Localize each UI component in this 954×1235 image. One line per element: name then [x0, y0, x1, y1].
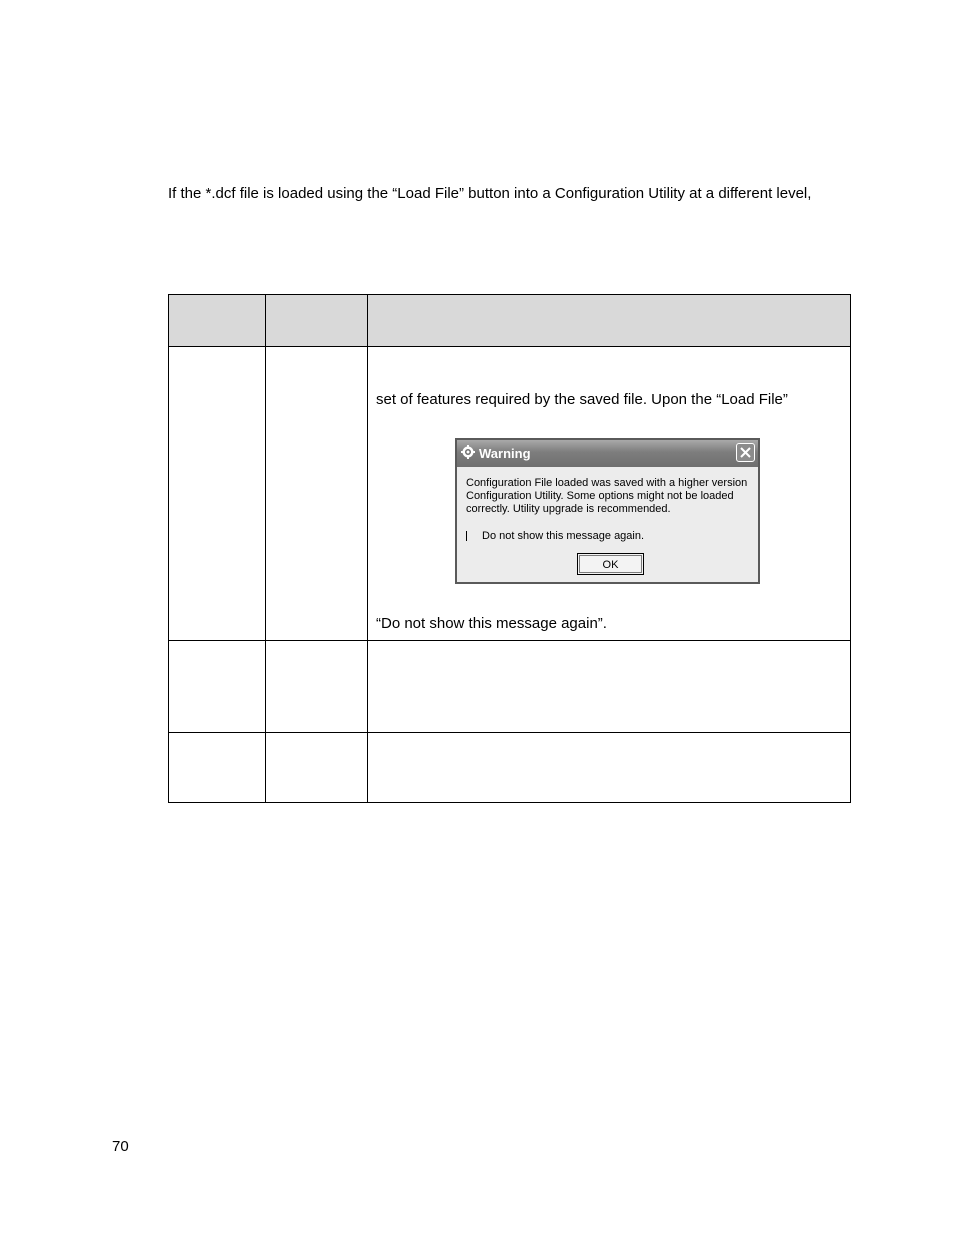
dont-show-checkbox[interactable]	[466, 531, 467, 541]
close-button[interactable]	[736, 443, 755, 462]
table-row	[169, 733, 851, 803]
dont-show-checkbox-label: Do not show this message again.	[482, 530, 645, 542]
table-row	[169, 641, 851, 733]
dialog-title: Warning	[479, 446, 531, 461]
table-cell	[368, 733, 851, 803]
description-text-top: set of features required by the saved file. Upon the “Load File”	[376, 391, 788, 408]
gear-icon	[461, 445, 475, 459]
dialog-checkbox-row[interactable]	[466, 530, 644, 542]
page-number: 70	[112, 1138, 129, 1155]
table-row	[169, 347, 851, 641]
table-cell	[266, 347, 368, 641]
table-cell	[169, 347, 266, 641]
table-header-row	[169, 295, 851, 347]
close-icon	[737, 444, 754, 461]
table-cell	[169, 641, 266, 733]
features-table	[168, 294, 851, 803]
table-cell	[169, 733, 266, 803]
table-cell	[266, 641, 368, 733]
ok-button[interactable]: OK	[577, 553, 644, 575]
description-text-bottom: “Do not show this message again”.	[376, 615, 607, 632]
dialog-titlebar	[457, 440, 758, 467]
table-cell	[368, 641, 851, 733]
table-header-cell-3	[368, 295, 851, 347]
warning-dialog	[455, 438, 760, 584]
table-header-cell-2	[266, 295, 368, 347]
intro-paragraph: If the *.dcf file is loaded using the “Load File” button into a Configuration Utility at a different level,	[168, 185, 812, 202]
dialog-message: Configuration File loaded was saved with a higher version Configuration Utility. Some options might not be loaded correctly. Utility upgrade is recommended.	[466, 477, 748, 515]
table-cell-description	[368, 347, 851, 641]
table-header-cell-1	[169, 295, 266, 347]
table-cell	[266, 733, 368, 803]
